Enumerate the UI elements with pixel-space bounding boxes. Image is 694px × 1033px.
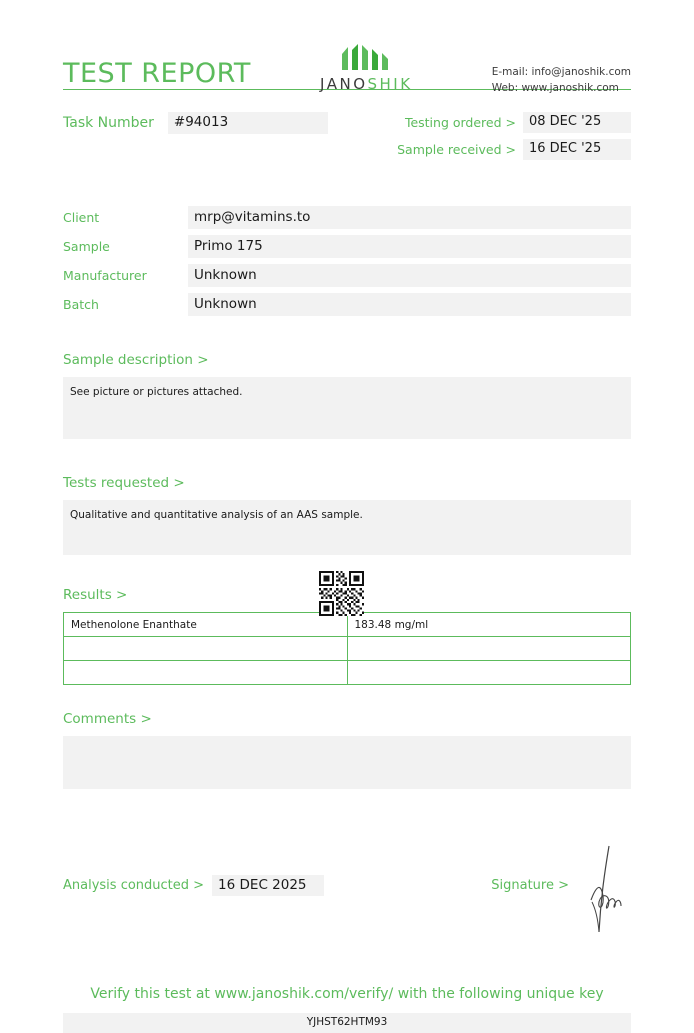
signature-icon xyxy=(579,844,631,936)
signature-group xyxy=(491,834,631,936)
tests-requested-text: Qualitative and quantitative analysis of an AAS sample. xyxy=(63,500,631,555)
result-substance: Methenolone Enanthate xyxy=(64,613,348,637)
result-substance xyxy=(64,637,348,661)
signature-label: Signature > xyxy=(491,877,569,893)
contact-info xyxy=(492,64,631,96)
results-header-wrap xyxy=(63,587,631,603)
janoshik-logo-icon xyxy=(320,42,413,72)
testing-ordered-label: Testing ordered > xyxy=(404,115,516,130)
tests-requested-heading: Tests requested > xyxy=(63,475,185,491)
info-row-batch xyxy=(63,293,631,316)
unique-key-value: YJHST62HTM93 xyxy=(63,1013,631,1033)
analysis-conducted-date: 16 DEC 2025 xyxy=(212,875,324,896)
sample-value: Primo 175 xyxy=(188,235,631,258)
dates-group xyxy=(397,112,631,166)
report-header xyxy=(63,0,631,94)
brand-name xyxy=(320,75,413,93)
manufacturer-label: Manufacturer xyxy=(63,268,147,283)
sample-label: Sample xyxy=(63,239,110,254)
results-table xyxy=(63,612,631,685)
sample-description-heading: Sample description > xyxy=(63,352,209,368)
table-row xyxy=(64,661,631,685)
brand-name-part1: JANO xyxy=(320,75,368,93)
result-amount xyxy=(347,637,631,661)
task-row xyxy=(63,112,631,166)
verify-text: Verify this test at www.janoshik.com/verify/ with the following unique key xyxy=(90,986,604,1002)
analysis-conducted-group xyxy=(63,875,324,896)
manufacturer-value: Unknown xyxy=(188,264,631,287)
info-row-client xyxy=(63,206,631,229)
result-amount xyxy=(347,661,631,685)
analysis-conducted-label: Analysis conducted > xyxy=(63,877,205,893)
task-number-group xyxy=(63,112,328,134)
batch-value: Unknown xyxy=(188,293,631,316)
contact-web: Web: www.janoshik.com xyxy=(491,82,619,94)
table-row xyxy=(64,613,631,637)
sample-description-text: See picture or pictures attached. xyxy=(63,377,631,439)
testing-ordered-row xyxy=(397,112,631,133)
results-heading: Results > xyxy=(63,587,128,603)
table-row xyxy=(64,637,631,661)
sample-received-label: Sample received > xyxy=(397,142,516,157)
info-grid xyxy=(63,206,631,316)
sample-received-row xyxy=(397,139,631,160)
info-row-sample xyxy=(63,235,631,258)
contact-email: E-mail: info@janoshik.com xyxy=(491,66,631,78)
page-title: TEST REPORT xyxy=(63,58,251,89)
comments-heading: Comments > xyxy=(63,711,152,727)
analysis-row xyxy=(63,834,631,936)
sample-received-value: 16 DEC '25 xyxy=(523,139,631,160)
client-label: Client xyxy=(63,210,100,225)
brand-name-part2: SHIK xyxy=(367,75,413,93)
task-number-value: #94013 xyxy=(168,112,328,134)
result-substance xyxy=(64,661,348,685)
comments-text xyxy=(63,736,631,789)
client-value: mrp@vitamins.to xyxy=(188,206,631,229)
result-amount: 183.48 mg/ml xyxy=(347,613,631,637)
qr-code-icon xyxy=(319,571,364,616)
brand-logo xyxy=(320,42,413,93)
info-row-manufacturer xyxy=(63,264,631,287)
testing-ordered-value: 08 DEC '25 xyxy=(523,112,631,133)
batch-label: Batch xyxy=(63,297,99,312)
task-number-label: Task Number xyxy=(63,115,154,131)
